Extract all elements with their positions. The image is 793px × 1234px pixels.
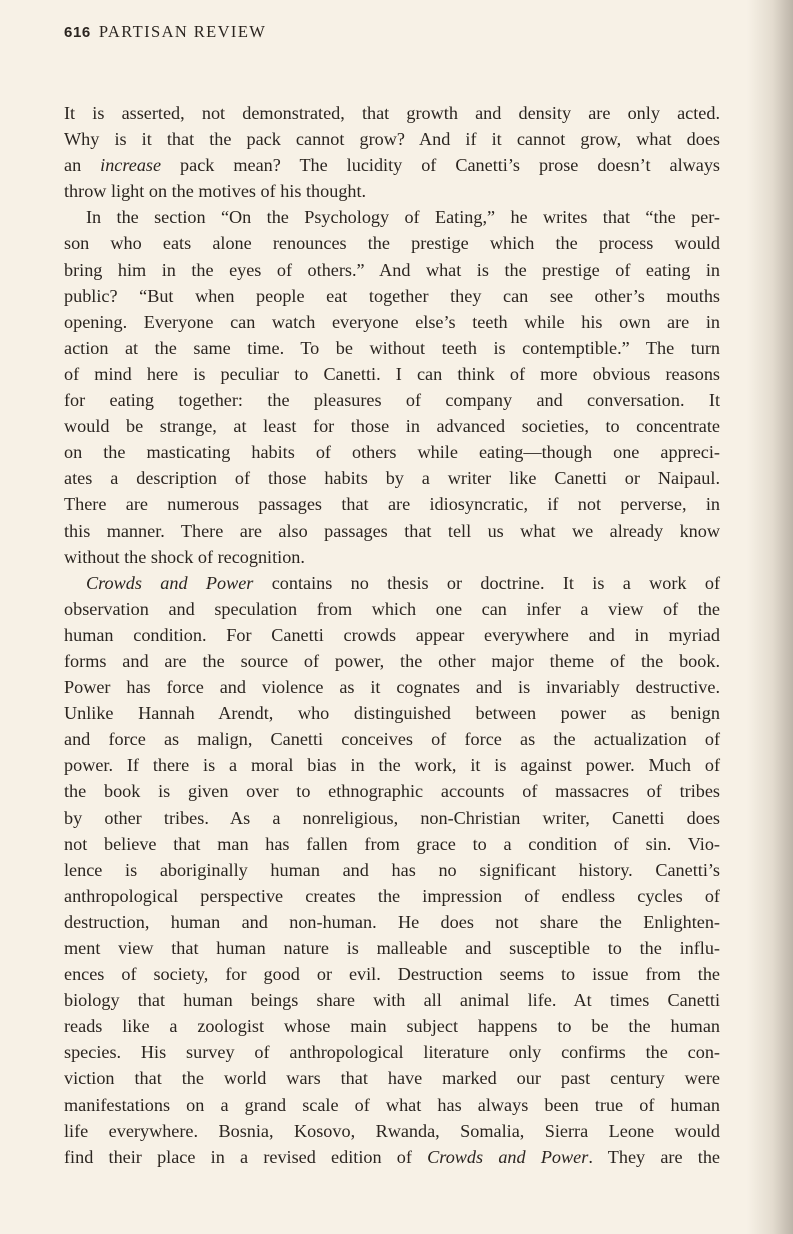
text-line: destruction, human and non-human. He does not share the Enlighten- bbox=[64, 911, 720, 932]
text-line: throw light on the motives of his thought. bbox=[64, 181, 367, 202]
text-line: would be strange, at least for those in advanced societies, to concentrate bbox=[64, 416, 720, 437]
text-line: anthropological perspective creates the impression of endless cycles of bbox=[64, 885, 720, 906]
text-segment: an bbox=[64, 155, 101, 176]
text-line: without the shock of recognition. bbox=[64, 546, 305, 567]
page-gutter-shadow bbox=[747, 0, 793, 1234]
text-line: power. If there is a moral bias in the work, it is against power. Much of bbox=[64, 755, 720, 776]
text-segment: pack mean? The lucidity of Canetti’s prose doesn’t always bbox=[161, 155, 720, 176]
text-line: bring him in the eyes of others.” And what is the prestige of eating in bbox=[64, 259, 720, 280]
page-number: 616 bbox=[64, 24, 91, 41]
journal-title: PARTISAN REVIEW bbox=[98, 22, 267, 41]
text-line: ment view that human nature is malleable and susceptible to the influ- bbox=[64, 938, 720, 958]
text-line: manifestations on a grand scale of what has always been true of human bbox=[64, 1094, 720, 1115]
paragraph-2 bbox=[64, 204, 720, 569]
text-line bbox=[64, 1144, 720, 1170]
emphasis-increase: increase bbox=[100, 155, 162, 176]
text-line: action at the same time. To be without teeth is contemptible.” The turn bbox=[64, 337, 720, 358]
text-line: viction that the world wars that have marked our past century were bbox=[64, 1068, 720, 1089]
text-segment: find their place in a revised edition of bbox=[64, 1146, 428, 1167]
book-title: Crowds and Power bbox=[86, 572, 254, 593]
text-line: ates a description of those habits by a writer like Canetti or Naipaul. bbox=[64, 468, 720, 489]
text-line bbox=[64, 152, 720, 178]
text-segment: contains no thesis or doctrine. It is a work of bbox=[253, 572, 720, 593]
text-segment: . They are the bbox=[588, 1146, 720, 1167]
book-title: Crowds and Power bbox=[427, 1146, 589, 1167]
text-line: ences of society, for good or evil. Destruction seems to issue from the bbox=[64, 964, 720, 985]
text-line: lence is aboriginally human and has no significant history. Canetti’s bbox=[64, 859, 720, 880]
text-line: In the section “On the Psychology of Eating,” he writes that “the per- bbox=[86, 207, 720, 228]
text-line: species. His survey of anthropological literature only confirms the con- bbox=[64, 1042, 720, 1063]
text-line: by other tribes. As a nonreligious, non-Christian writer, Canetti does bbox=[64, 807, 720, 828]
text-line: the book is given over to ethnographic accounts of massacres of tribes bbox=[64, 781, 720, 802]
text-line: Power has force and violence as it cognates and is invariably destructive. bbox=[64, 677, 720, 698]
text-line: for eating together: the pleasures of company and conversation. It bbox=[64, 390, 720, 411]
text-line: life everywhere. Bosnia, Kosovo, Rwanda, Somalia, Sierra Leone would bbox=[64, 1120, 720, 1141]
text-line: Why is it that the pack cannot grow? And if it cannot grow, what does bbox=[64, 129, 720, 150]
running-head bbox=[64, 22, 266, 42]
text-line bbox=[64, 570, 720, 596]
text-line: forms and are the source of power, the other major theme of the book. bbox=[64, 650, 720, 671]
text-line: on the masticating habits of others while eating—though one appreci- bbox=[64, 442, 720, 463]
text-line: son who eats alone renounces the prestige which the process would bbox=[64, 233, 720, 254]
text-line: reads like a zoologist whose main subject happens to be the human bbox=[64, 1016, 720, 1037]
text-line: It is asserted, not demonstrated, that growth and density are only acted. bbox=[64, 103, 720, 123]
text-line: and force as malign, Canetti conceives of force as the actualization of bbox=[64, 729, 720, 750]
text-line: observation and speculation from which one can infer a view of the bbox=[64, 598, 720, 619]
text-line: biology that human beings share with all animal life. At times Canetti bbox=[64, 990, 720, 1011]
text-line: not believe that man has fallen from grace to a condition of sin. Vio- bbox=[64, 833, 720, 854]
paragraph-1 bbox=[64, 100, 720, 204]
text-line: Unlike Hannah Arendt, who distinguished between power as benign bbox=[64, 703, 720, 724]
text-line: opening. Everyone can watch everyone else’s teeth while his own are in bbox=[64, 311, 720, 332]
text-line: There are numerous passages that are idiosyncratic, if not perverse, in bbox=[64, 494, 720, 515]
article-body bbox=[64, 100, 720, 1170]
text-line: of mind here is peculiar to Canetti. I can think of more obvious reasons bbox=[64, 363, 720, 384]
text-line: human condition. For Canetti crowds appear everywhere and in myriad bbox=[64, 624, 720, 645]
text-line: this manner. There are also passages that tell us what we already know bbox=[64, 520, 720, 541]
text-line: public? “But when people eat together they can see other’s mouths bbox=[64, 285, 720, 306]
paragraph-3 bbox=[64, 570, 720, 1170]
